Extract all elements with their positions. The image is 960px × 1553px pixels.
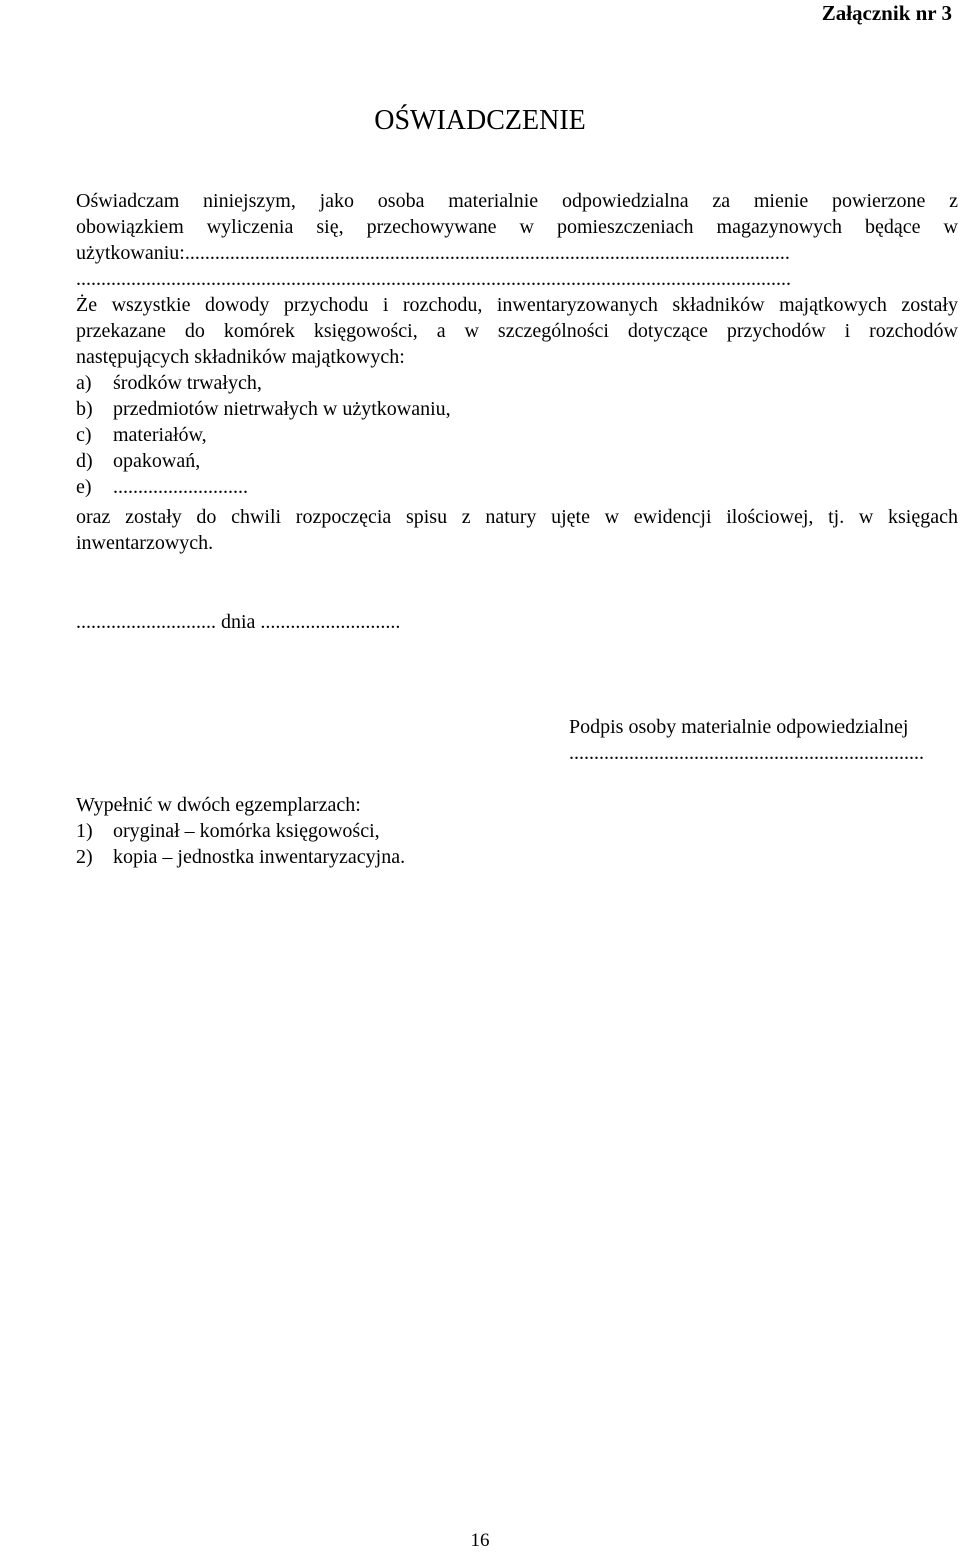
signature-label: Podpis osoby materialnie odpowiedzialnej bbox=[569, 716, 909, 738]
list-item bbox=[76, 474, 958, 500]
intro-line-3: użytkowaniu:......................................................................................................................... bbox=[76, 242, 790, 264]
list-item bbox=[76, 422, 958, 448]
statement-line-2: przekazane do komórek księgowości, a w szczególności dotyczące przychodów i rozchodów bbox=[76, 320, 958, 342]
list-item-label: e) bbox=[76, 476, 92, 498]
list-item-text: oryginał – komórka księgowości, bbox=[113, 820, 380, 842]
list-item bbox=[76, 370, 958, 396]
fill-instructions-heading: Wypełnić w dwóch egzemplarzach: bbox=[76, 794, 361, 816]
annex-label: Załącznik nr 3 bbox=[821, 1, 952, 25]
intro-line-4: ............................................................................................................................................... bbox=[76, 268, 791, 290]
list-item-text: kopia – jednostka inwentaryzacyjna. bbox=[113, 846, 406, 868]
list-item bbox=[76, 818, 405, 844]
list-item-text: materiałów, bbox=[113, 424, 207, 446]
list-item-text: przedmiotów nietrwałych w użytkowaniu, bbox=[113, 398, 451, 420]
statement-line-3: następujących składników majątkowych: bbox=[76, 346, 405, 368]
list-item-label: 1) bbox=[76, 820, 93, 842]
list-item-text: opakowań, bbox=[113, 450, 201, 472]
list-item-label: b) bbox=[76, 398, 93, 420]
list-item bbox=[76, 448, 958, 474]
list-item-label: a) bbox=[76, 372, 92, 394]
signature-dots: ....................................................................... bbox=[569, 742, 924, 764]
list-item bbox=[76, 844, 405, 870]
list-item-label: c) bbox=[76, 424, 92, 446]
statement-paragraph bbox=[76, 292, 958, 370]
document-title: OŚWIADCZENIE bbox=[374, 105, 586, 136]
fill-instructions bbox=[76, 792, 405, 870]
intro-line-1: Oświadczam niniejszym, jako osoba materialnie odpowiedzialna za mienie powierzone z bbox=[76, 190, 958, 212]
asset-list bbox=[76, 370, 958, 500]
intro-line-2: obowiązkiem wyliczenia się, przechowywane w pomieszczeniach magazynowych będące w bbox=[76, 216, 958, 238]
closing-paragraph bbox=[76, 504, 958, 556]
statement-line-1: Że wszystkie dowody przychodu i rozchodu, inwentaryzowanych składników majątkowych zostały bbox=[76, 294, 958, 316]
intro-paragraph bbox=[76, 188, 958, 292]
closing-line-2: inwentarzowych. bbox=[76, 532, 214, 554]
page-number: 16 bbox=[470, 1530, 490, 1551]
date-line: ............................ dnia ............................ bbox=[76, 611, 401, 633]
list-item-label: 2) bbox=[76, 846, 93, 868]
list-item-text: ........................... bbox=[113, 476, 248, 498]
signature-block bbox=[569, 714, 959, 766]
closing-line-1: oraz zostały do chwili rozpoczęcia spisu z natury ujęte w ewidencji ilościowej, tj. w księgach bbox=[76, 506, 958, 528]
list-item-label: d) bbox=[76, 450, 93, 472]
list-item-text: środków trwałych, bbox=[113, 372, 262, 394]
list-item bbox=[76, 396, 958, 422]
